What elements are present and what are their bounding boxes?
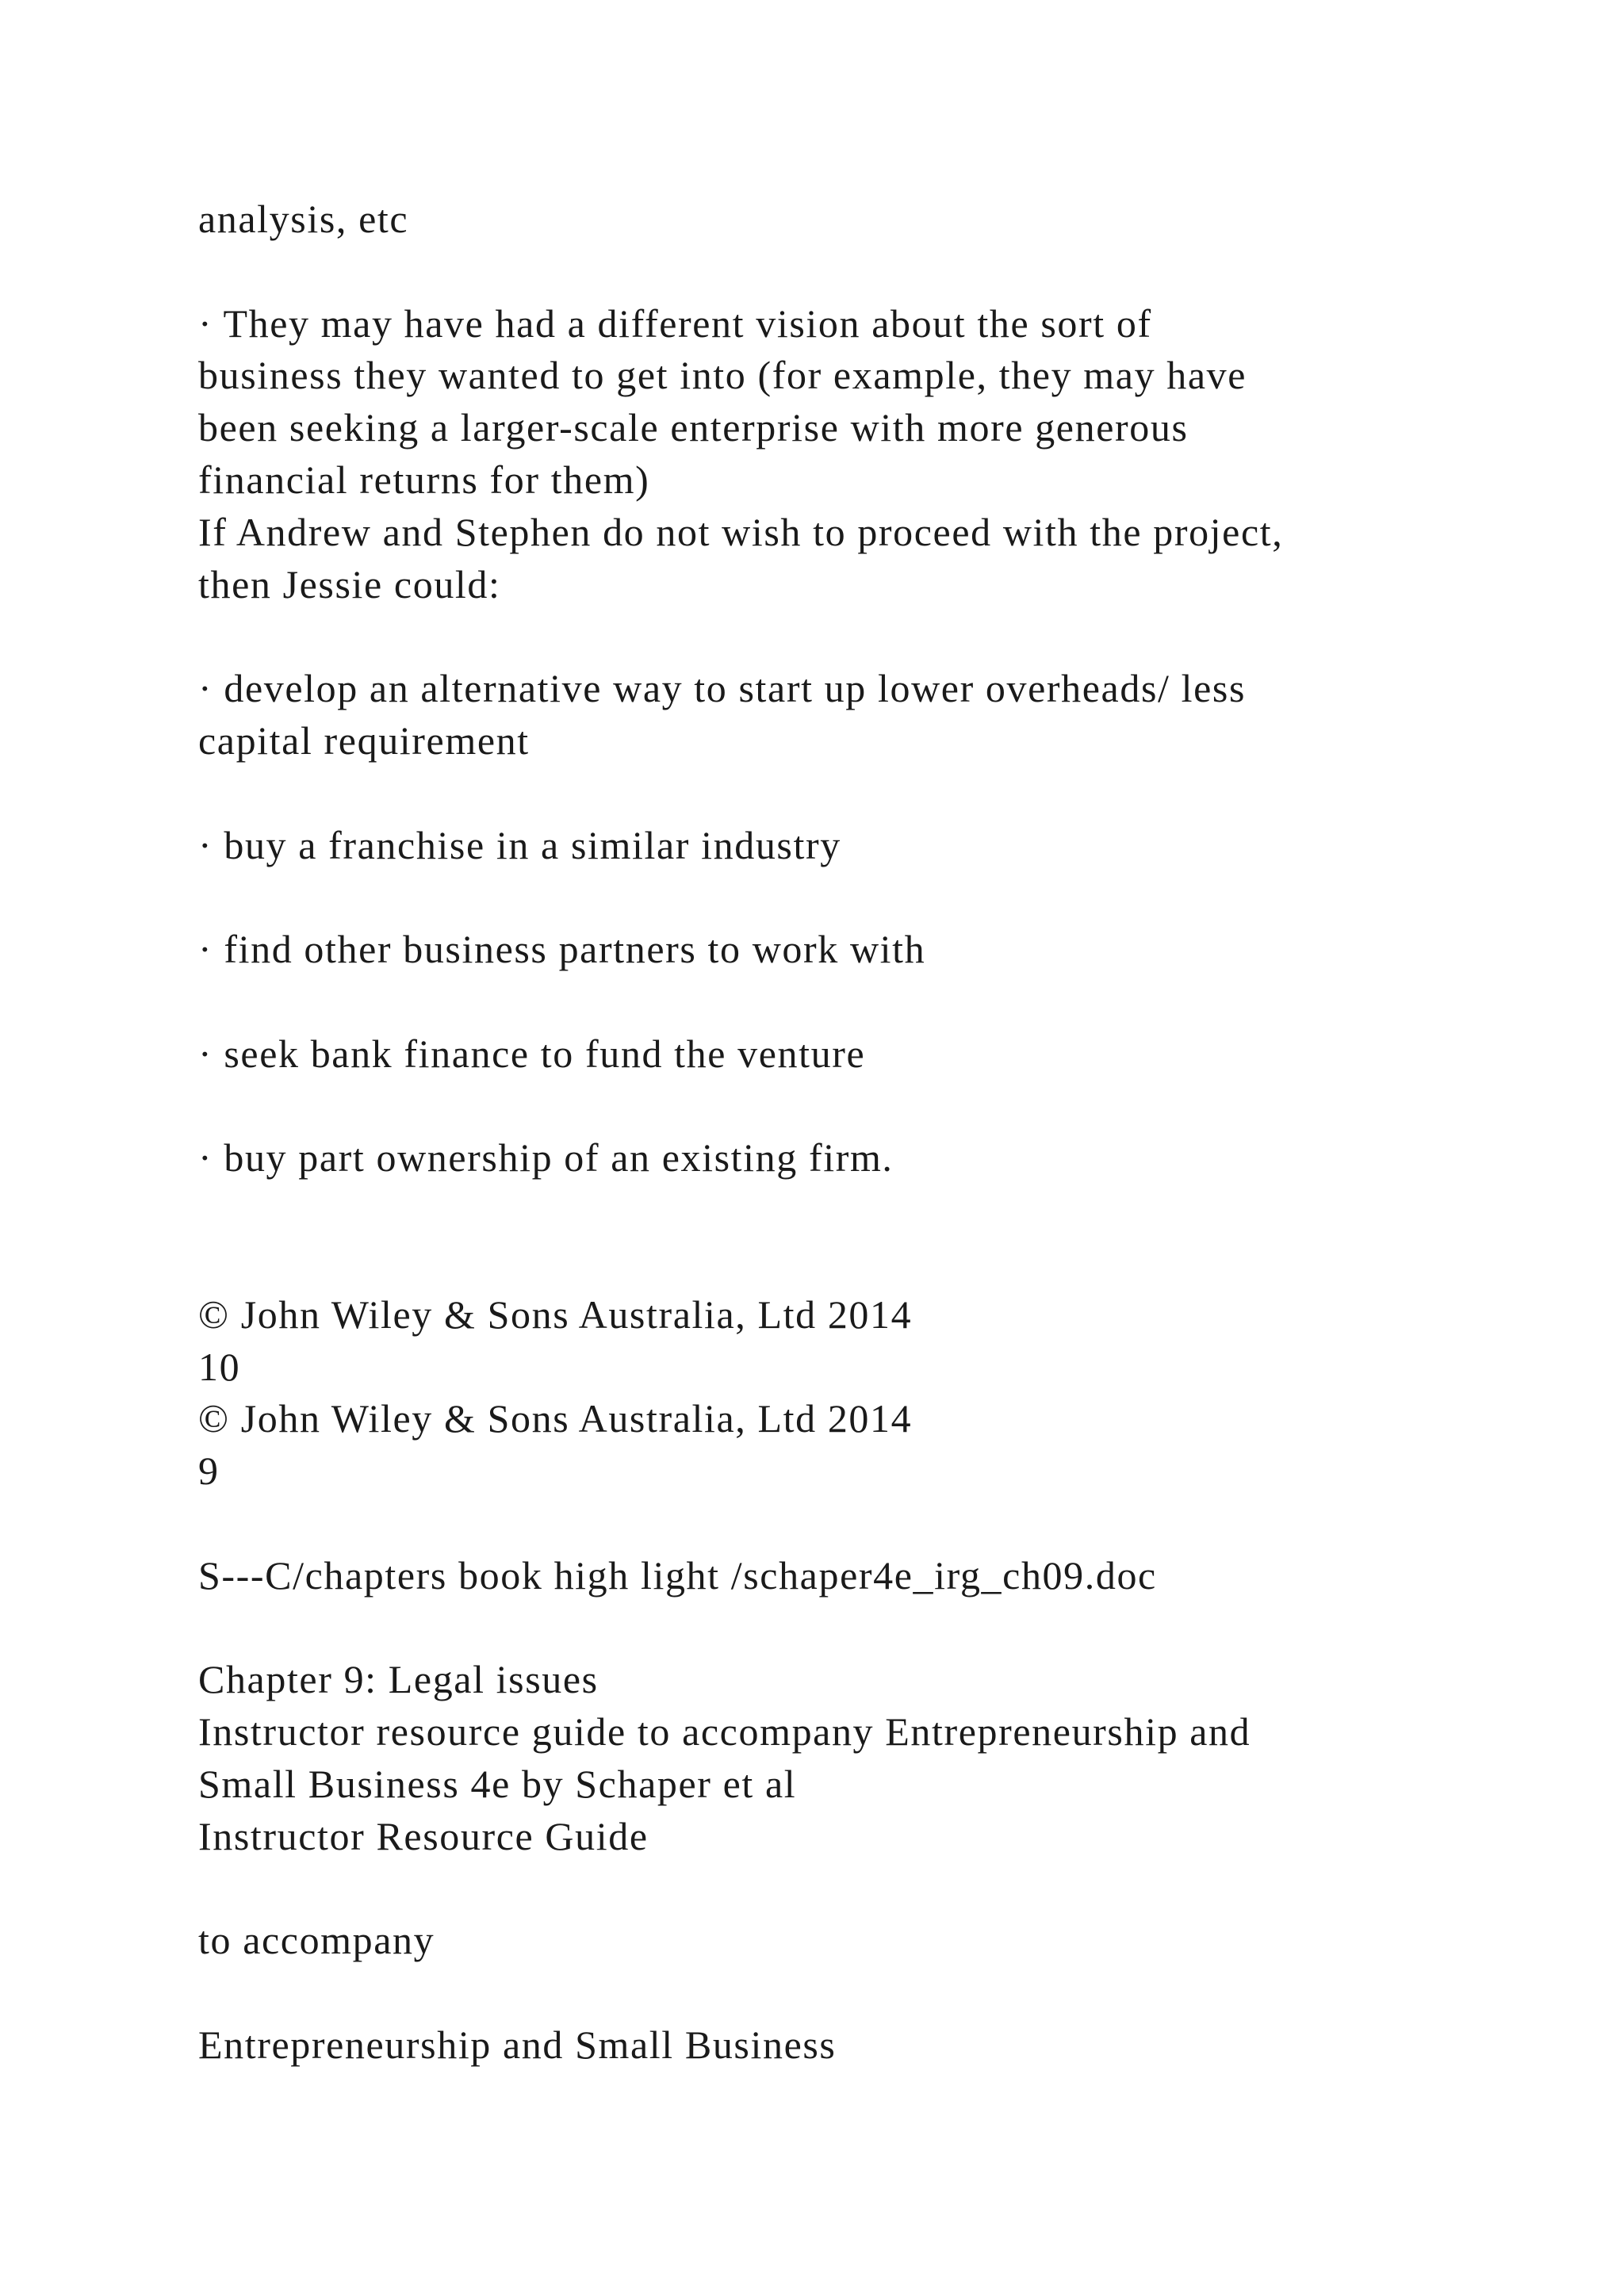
blank-line xyxy=(198,1237,1499,1289)
text-line: then Jessie could: xyxy=(198,561,501,607)
page-number: 10 xyxy=(198,1344,241,1389)
blank-line xyxy=(198,1184,1499,1237)
text-line: Instructor Resource Guide xyxy=(198,1813,649,1858)
document-body xyxy=(198,193,1499,2072)
text-line: financial returns for them) xyxy=(198,457,650,502)
chapter-title: Chapter 9: Legal issues xyxy=(198,1657,599,1702)
text-line: to accompany xyxy=(198,1918,435,1963)
text-line: business they wanted to get into (for example, they may have xyxy=(198,353,1247,398)
blank-line xyxy=(198,1498,1499,1550)
blank-line xyxy=(198,610,1499,663)
page-number: 9 xyxy=(198,1448,220,1494)
book-title: Entrepreneurship and Small Business xyxy=(198,2022,837,2067)
text-line-analysis: analysis, etc xyxy=(198,197,409,241)
text-line: Instructor resource guide to accompany Entrepreneurship and xyxy=(198,1709,1251,1755)
bullet-part-ownership: · buy part ownership of an existing firm. xyxy=(198,1135,894,1181)
blank-line xyxy=(198,1081,1499,1133)
text-line: capital requirement xyxy=(198,718,530,763)
blank-line xyxy=(198,976,1499,1028)
blank-line xyxy=(198,246,1499,298)
bullet-business-partners: · find other business partners to work with xyxy=(198,927,926,972)
text-line: been seeking a larger-scale enterprise with more generous xyxy=(198,405,1189,450)
blank-line xyxy=(198,1967,1499,2019)
blank-line xyxy=(198,1602,1499,1655)
bullet-bank-finance: · seek bank finance to fund the venture xyxy=(198,1031,866,1076)
bullet-different-vision: · They may have had a different vision about the sort of xyxy=(198,300,1152,346)
bullet-alternative-way: · develop an alternative way to start up lower overheads/ less xyxy=(198,666,1247,711)
blank-line xyxy=(198,1863,1499,1915)
text-line: Small Business 4e by Schaper et al xyxy=(198,1761,797,1806)
bullet-franchise: · buy a franchise in a similar industry xyxy=(198,822,841,867)
blank-line xyxy=(198,871,1499,924)
text-line-if-andrew: If Andrew and Stephen do not wish to proceed with the project, xyxy=(198,509,1284,554)
copyright-notice: © John Wiley & Sons Australia, Ltd 2014 xyxy=(198,1396,913,1441)
blank-line xyxy=(198,767,1499,820)
file-path: S---C/chapters book high light /schaper4e_irg_ch09.doc xyxy=(198,1552,1157,1598)
copyright-notice: © John Wiley & Sons Australia, Ltd 2014 xyxy=(198,1292,913,1337)
